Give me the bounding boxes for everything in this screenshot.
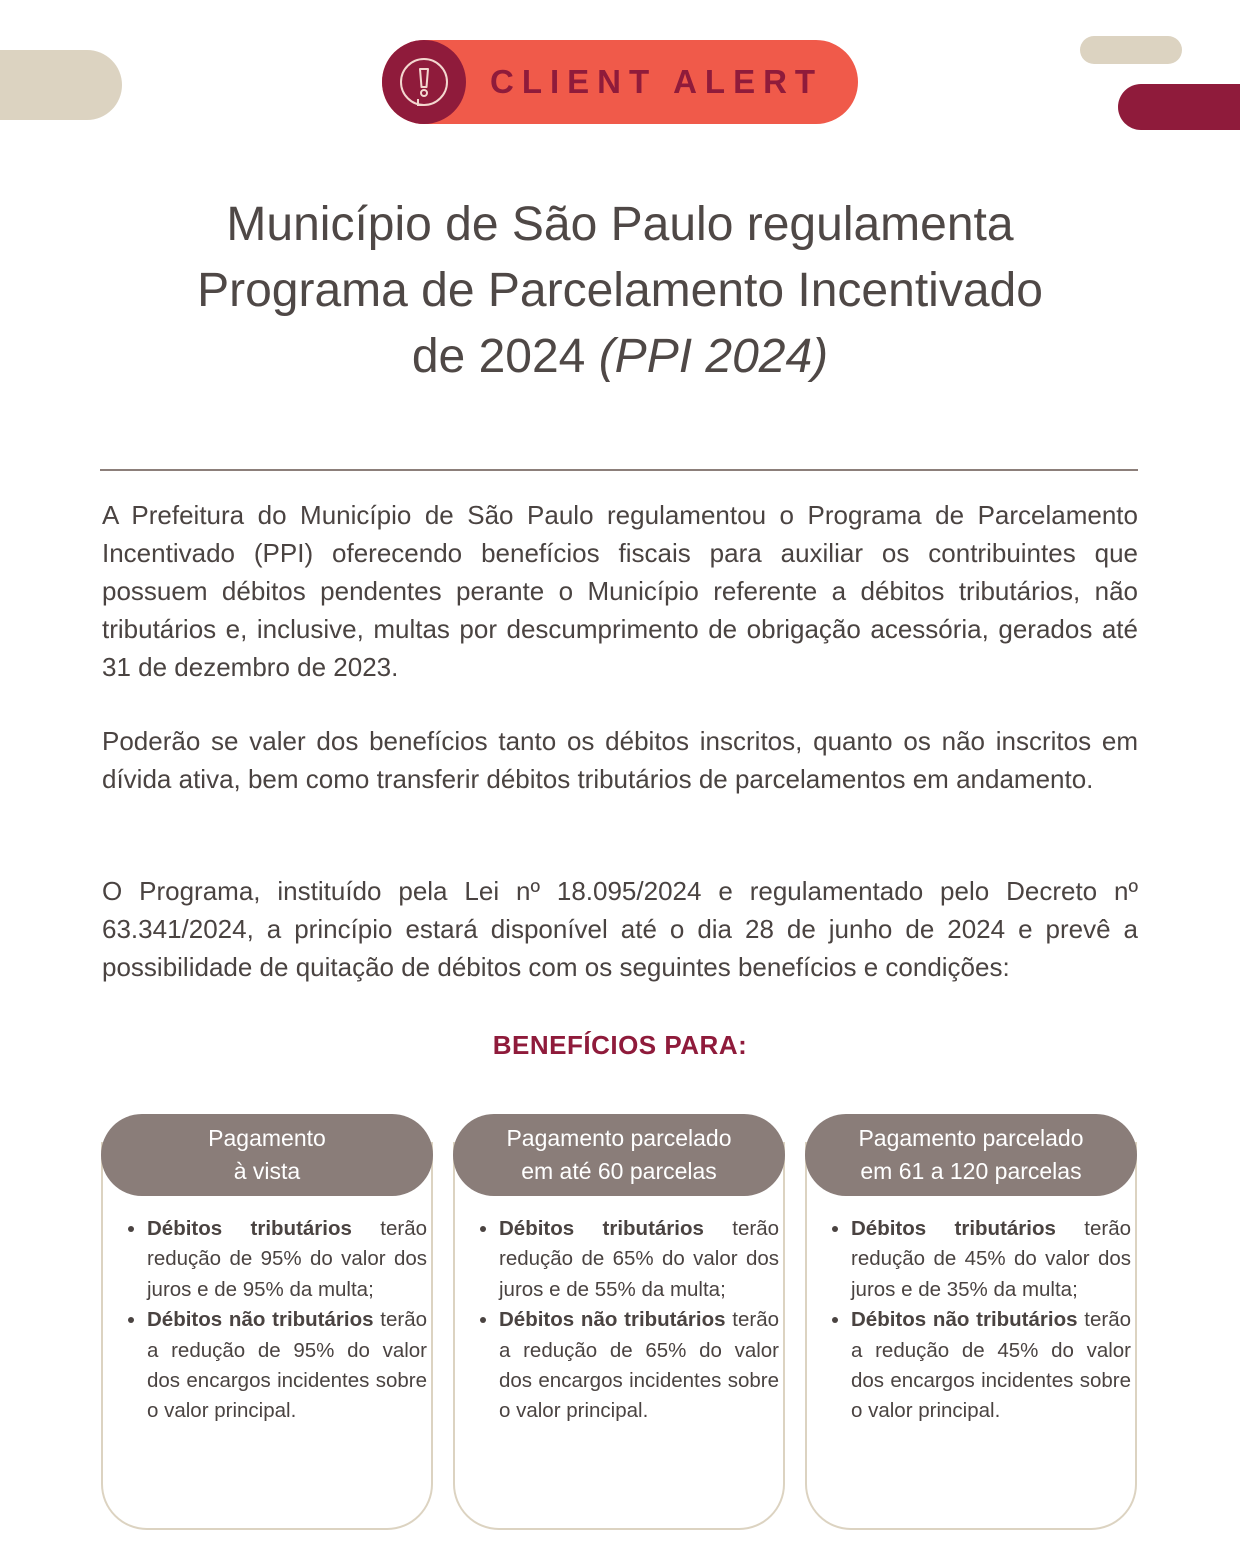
benefit-list	[123, 1214, 427, 1427]
card-header-line-1: Pagamento parcelado	[506, 1125, 732, 1151]
benefit-card-60-installments	[453, 1114, 785, 1530]
list-item-text: terão a redução de 45% do valor dos encargos incidentes sobre o valor principal.	[851, 1308, 1131, 1423]
list-item	[851, 1214, 1131, 1305]
card-header	[453, 1114, 785, 1196]
decorative-pill-right-top	[1080, 36, 1182, 64]
card-header-line-2: em até 60 parcelas	[521, 1158, 717, 1184]
title-line-3-text: de 2024	[411, 330, 599, 383]
title-line-3	[100, 324, 1140, 390]
page-title	[100, 192, 1140, 390]
decorative-pill-left	[0, 50, 122, 120]
alert-icon-circle	[382, 40, 466, 124]
card-header-line-1: Pagamento parcelado	[858, 1125, 1084, 1151]
list-item	[851, 1305, 1131, 1427]
list-item-bold: Débitos não tributários	[499, 1308, 726, 1332]
card-header-line-2: em 61 a 120 parcelas	[860, 1158, 1082, 1184]
title-line-1: Município de São Paulo regulamenta	[226, 198, 1014, 251]
card-header	[101, 1114, 433, 1196]
section-divider	[100, 469, 1138, 471]
benefit-list	[475, 1214, 779, 1427]
card-header-line-2: à vista	[233, 1158, 301, 1184]
client-alert-badge	[382, 40, 858, 124]
eligibility-paragraph: Poderão se valer dos benefícios tanto os débitos inscritos, quanto os não inscritos em dívida ativa, bem como transferir débitos tributários de parcelamentos em andamento.	[102, 726, 1138, 794]
list-item	[499, 1214, 779, 1305]
benefit-card-61-120-installments	[805, 1114, 1137, 1530]
list-item-bold: Débitos tributários	[147, 1217, 352, 1240]
list-item-text: terão a redução de 65% do valor dos encargos incidentes sobre o valor principal.	[499, 1308, 779, 1423]
card-header-line-1: Pagamento	[208, 1125, 326, 1151]
benefit-list	[827, 1214, 1131, 1427]
exclamation-speech-bubble-icon	[396, 54, 452, 110]
client-alert-label: CLIENT ALERT	[490, 63, 824, 100]
decorative-pill-right-bottom	[1118, 84, 1240, 130]
list-item	[147, 1305, 427, 1427]
list-item-text: terão a redução de 95% do valor dos encargos incidentes sobre o valor principal.	[147, 1308, 427, 1423]
list-item-text: terão redução de 65% do valor dos juros e de 55% da multa;	[499, 1217, 779, 1301]
list-item-bold: Débitos não tributários	[851, 1308, 1078, 1332]
list-item-text: terão redução de 95% do valor dos juros e de 95% da multa;	[147, 1217, 427, 1301]
title-line-2: Programa de Parcelamento Incentivado	[197, 264, 1043, 317]
intro-paragraph: A Prefeitura do Município de São Paulo regulamentou o Programa de Parcelamento Incentivado (PPI) oferecendo benefícios fiscais para auxiliar os contribuintes que possuem débitos pendentes perante o Município referente a débitos tributários, não tributários e, inclusive, multas por descumprimento de obrigação acessória, gerados até 31 de dezembro de 2023.	[102, 500, 1138, 682]
program-paragraph: O Programa, instituído pela Lei nº 18.095/2024 e regulamentado pelo Decreto nº 63.341/2024, a princípio estará disponível até o dia 28 de junho de 2024 e prevê a possibilidade de quitação de débitos com os seguintes benefícios e condições:	[102, 876, 1138, 982]
list-item-text: terão redução de 45% do valor dos juros e de 35% da multa;	[851, 1217, 1131, 1301]
benefits-heading: BENEFÍCIOS PARA:	[492, 1030, 748, 1060]
list-item-bold: Débitos tributários	[851, 1217, 1056, 1240]
list-item	[499, 1305, 779, 1427]
benefit-card-cash-payment	[101, 1114, 433, 1530]
list-item-bold: Débitos não tributários	[147, 1308, 374, 1332]
title-abbreviation: (PPI 2024)	[598, 330, 829, 383]
list-item-bold: Débitos tributários	[499, 1217, 704, 1240]
list-item	[147, 1214, 427, 1305]
card-header	[805, 1114, 1137, 1196]
